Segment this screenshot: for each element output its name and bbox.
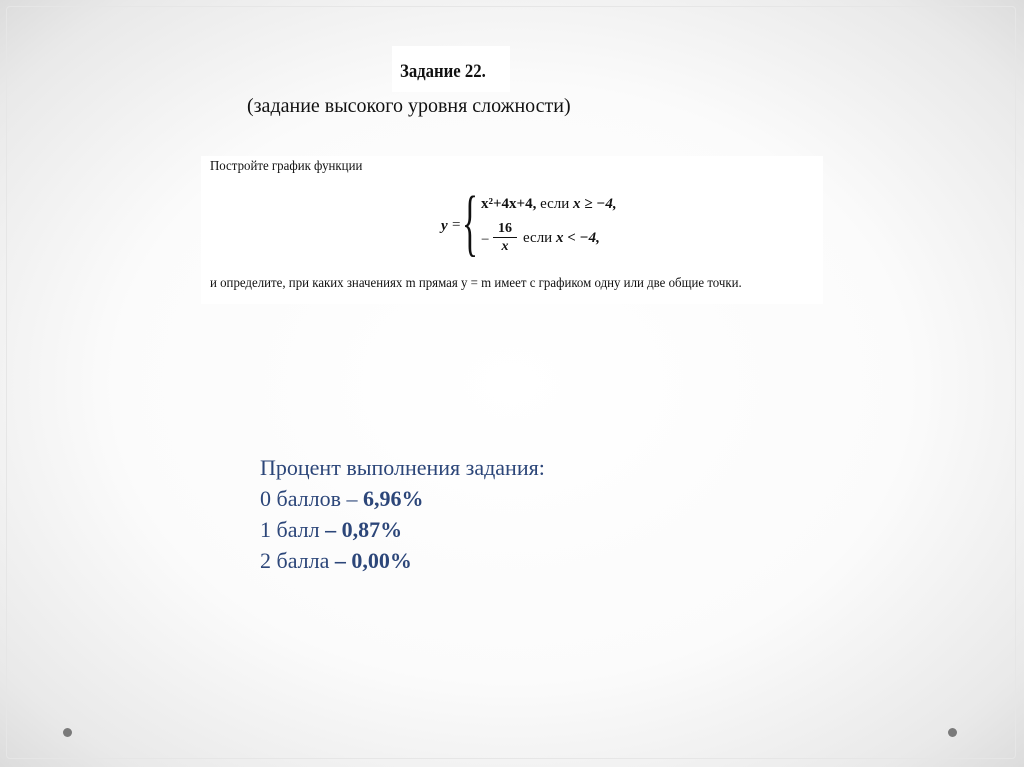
- case2-sign: −: [481, 232, 490, 248]
- case2-condition-group: [523, 230, 600, 247]
- case1-expression: x²+4x+4,: [481, 196, 537, 212]
- slide-frame: [6, 6, 1016, 759]
- problem-image: [201, 156, 823, 304]
- dot-icon: [63, 728, 72, 737]
- results-row-label: 0 баллов –: [260, 486, 358, 511]
- results-row-value: – 0,87%: [325, 517, 403, 542]
- results-block: [260, 452, 545, 576]
- results-row-1: [260, 514, 545, 545]
- results-row-label: 2 балла: [260, 548, 330, 573]
- case1-if: если: [540, 196, 570, 212]
- case2-fraction: [493, 220, 517, 255]
- fraction-numerator: 16: [493, 220, 517, 238]
- dot-icon: [948, 728, 957, 737]
- problem-intro: Постройте график функции: [210, 159, 363, 174]
- case2-if: если: [523, 230, 553, 246]
- results-row-value: 6,96%: [363, 486, 424, 511]
- case2-condition: x < −4,: [555, 230, 600, 246]
- task-title: Задание 22.: [400, 61, 486, 82]
- equals-sign: =: [452, 217, 461, 233]
- results-heading: Процент выполнения задания:: [260, 455, 545, 480]
- brace-icon: {: [462, 182, 478, 264]
- case1-condition: x ≥ −4,: [573, 196, 617, 212]
- results-row-2: [260, 545, 545, 576]
- results-row-value: – 0,00%: [334, 548, 412, 573]
- results-row-0: [260, 483, 545, 514]
- results-row-label: 1 балл: [260, 517, 320, 542]
- piecewise-function: [441, 182, 671, 264]
- fraction-denominator: x: [501, 239, 509, 254]
- function-case-1: [481, 196, 617, 213]
- problem-question: и определите, при каких значениях m прямая y = m имеет с графиком одну или две общие точки.: [210, 276, 742, 291]
- function-lhs: y: [441, 218, 448, 234]
- task-level: (задание высокого уровня сложности): [247, 95, 571, 117]
